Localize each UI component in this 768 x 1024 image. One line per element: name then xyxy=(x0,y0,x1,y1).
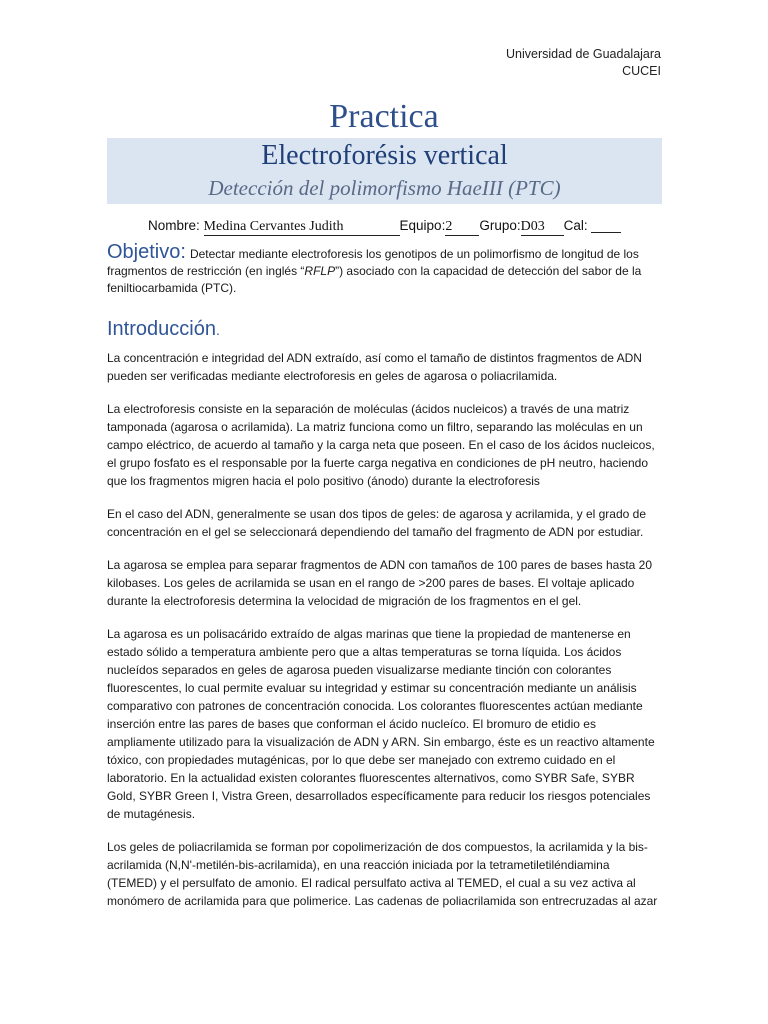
cal-label: Cal: xyxy=(563,218,588,233)
introduction-heading-dot: . xyxy=(215,322,220,338)
institution-name: Universidad de Guadalajara xyxy=(506,47,661,61)
objective-section xyxy=(107,241,662,297)
objective-heading: Objetivo: xyxy=(107,241,186,263)
cal-value xyxy=(591,216,621,233)
equipo-value: 2 xyxy=(445,219,479,236)
introduction-heading-text: Introducción xyxy=(107,318,216,340)
grupo-label: Grupo: xyxy=(479,218,521,233)
nombre-label: Nombre: xyxy=(148,218,200,233)
objective-text-rflp: RFLP xyxy=(304,264,336,278)
introduction-body xyxy=(107,349,662,925)
nombre-value: Medina Cervantes Judith xyxy=(204,219,400,236)
introduction-heading xyxy=(107,315,220,344)
intro-paragraph: En el caso del ADN, generalmente se usan dos tipos de geles: de agarosa y acrilamida, y el grado de concentración en el gel se seleccionará dependiendo del tamaño del fragmento de ADN por estudiar. xyxy=(107,507,646,539)
objective-text-start: Detectar mediante electroforesis los genotipos de un polimorfismo de longitud de los fragmentos de restricción (en inglés “ xyxy=(107,247,639,278)
objective-text-end: ”) asociado con la capacidad de detección del sabor de la feniltiocarbamida (PTC). xyxy=(107,264,642,295)
intro-paragraph: La agarosa es un polisacárido extraído de algas marinas que tiene la propiedad de mantenerse en estado sólido a temperatura ambiente pero que a altas temperaturas se torna líquida. Los ácidos nucleídos separados en geles de agarosa pueden visualizarse mediante tinción con colorantes fluorescentes, lo cual permite evaluar su integridad y estimar su concentración mediante un análisis comparativo con patrones de concentración conocida. Los colorantes fluorescentes actúan mediante inserción entre las pares de bases que conforman el ácido nucleíco. El bromuro de etidio es ampliamente utilizado para la visualización de ADN y ARN. Sin embargo, éste es un reactivo altamente tóxico, con propiedades mutagénicas, por lo que debe ser manejado con extremo cuidado en el laboratorio. En la actualidad existen colorantes fluorescentes alternativos, como SYBR Safe, SYBR Gold, SYBR Green I, Vistra Green, desarrollados específicamente para reducir los riesgos potenciales de mutagénesis. xyxy=(107,627,655,821)
institution-unit: CUCEI xyxy=(622,64,661,78)
intro-paragraph: La concentración e integridad del ADN extraído, así como el tamaño de distintos fragmentos de ADN pueden ser verificadas mediante electroforesis en geles de agarosa o poliacrilamida. xyxy=(107,351,642,383)
intro-paragraph: La agarosa se emplea para separar fragmentos de ADN con tamaños de 100 pares de bases hasta 20 kilobases. Los geles de acrilamida se usan en el rango de >200 pares de bases. El voltaje aplicado durante la electroforesis determina la velocidad de migración de los fragmentos en el gel. xyxy=(107,558,653,608)
title-band xyxy=(107,138,662,204)
institution-header xyxy=(506,46,661,80)
student-fields xyxy=(148,215,621,237)
page-title: Practica xyxy=(329,98,439,135)
equipo-label: Equipo: xyxy=(399,218,446,233)
intro-paragraph: La electroforesis consiste en la separación de moléculas (ácidos nucleicos) a través de una matriz tamponada (agarosa o acrilamida). La matriz funciona como un filtro, separando las moléculas en un campo eléctrico, de acuerdo al tamaño y la carga neta que poseen. En el caso de los ácidos nucleicos, el grupo fosfato es el responsable por la fuerte carga negativa en condiciones de pH neutro, haciendo que los fragmentos migren hacia el polo positivo (ánodo) durante la electroforesis xyxy=(107,402,655,488)
practice-title: Electroforésis vertical xyxy=(261,140,508,171)
grupo-value: D03 xyxy=(521,219,564,236)
practice-subtitle: Detección del polimorfismo HaeIII (PTC) xyxy=(208,176,561,200)
intro-paragraph: Los geles de poliacrilamida se forman por copolimerización de dos compuestos, la acrilamida y la bis-acrilamida (N,N'-metilén-bis-acrilamida), en una reacción iniciada por la tetrametiletiléndiamina (TEMED) y el persulfato de amonio. El radical persulfato activa al TEMED, el cual a su vez activa al monómero de acrilamida para que polimerice. Las cadenas de poliacrilamida son entrecruzadas al azar xyxy=(107,840,658,908)
